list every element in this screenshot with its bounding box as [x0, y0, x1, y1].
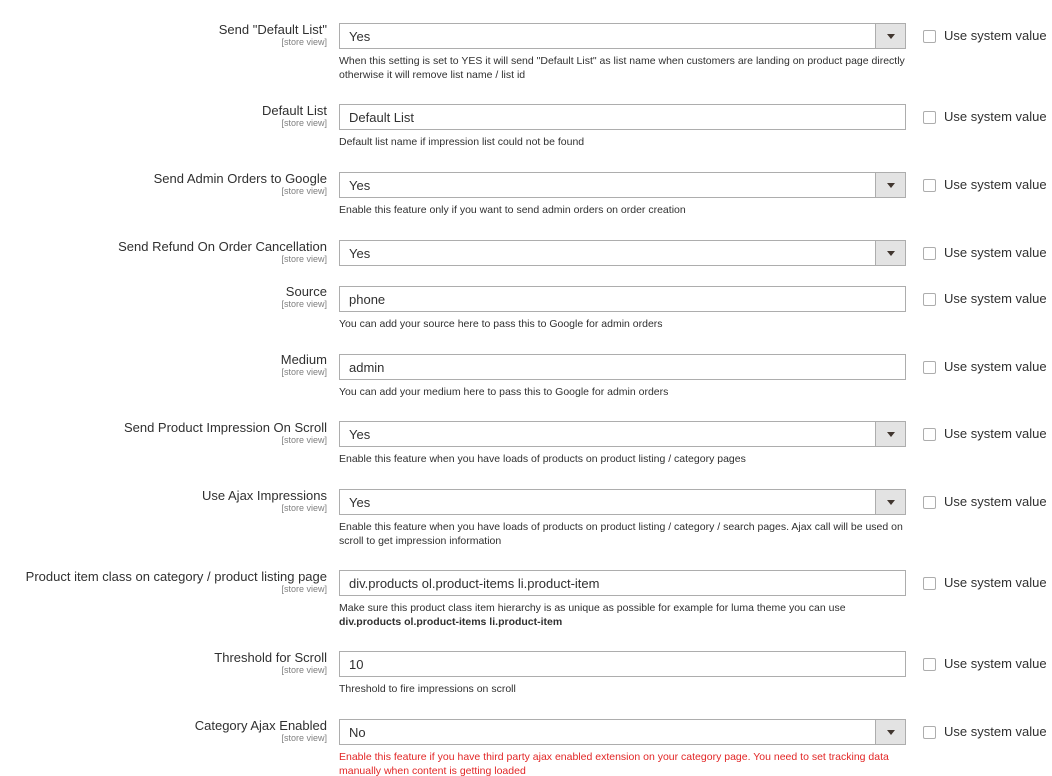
use-system-value-label: Use system value — [944, 494, 1047, 509]
field-label: Category Ajax Enabled — [194, 718, 327, 733]
send-admin-orders-select[interactable] — [339, 172, 906, 198]
use-system-value-checkbox[interactable] — [923, 496, 936, 509]
chevron-down-icon[interactable] — [875, 173, 905, 197]
field-label: Send Admin Orders to Google — [153, 171, 327, 186]
select-value: No — [349, 725, 366, 740]
select-value: Yes — [349, 427, 371, 442]
category-ajax-select[interactable] — [339, 719, 906, 745]
scope-label: [store view] — [281, 299, 327, 309]
scope-label: [store view] — [281, 186, 327, 196]
field-label: Send Product Impression On Scroll — [123, 420, 327, 435]
field-note: You can add your medium here to pass this to Google for admin orders — [339, 386, 669, 398]
field-note: Threshold to fire impressions on scroll — [339, 683, 516, 695]
impression-on-scroll-select[interactable] — [339, 421, 906, 447]
field-note-code: div.products ol.product-items li.product-item — [339, 616, 563, 628]
field-label-group — [0, 239, 327, 265]
scope-label: [store view] — [281, 665, 327, 675]
field-label: Product item class on category / product listing page — [25, 569, 327, 584]
chevron-down-icon[interactable] — [875, 720, 905, 744]
field-label-group — [0, 352, 327, 378]
use-system-value-label: Use system value — [944, 359, 1047, 374]
use-system-value-label: Use system value — [944, 109, 1047, 124]
use-system-value-label: Use system value — [944, 177, 1047, 192]
field-note: Default list name if impression list could not be found — [339, 136, 585, 148]
select-value: Yes — [349, 495, 371, 510]
field-note — [339, 601, 909, 629]
field-note: You can add your source here to pass this to Google for admin orders — [339, 318, 663, 330]
scope-label: [store view] — [281, 584, 327, 594]
input-value: div.products ol.product-items li.product-item — [349, 576, 600, 591]
input-value: Default List — [349, 110, 415, 125]
field-label-group — [0, 103, 327, 129]
field-note: Enable this feature when you have loads of products on product listing / category / search pages. Ajax call will be used on scroll to get impression information — [339, 521, 903, 547]
use-system-value-label: Use system value — [944, 575, 1047, 590]
input-value: 10 — [349, 657, 364, 672]
threshold-input[interactable] — [339, 651, 906, 677]
scope-label: [store view] — [281, 435, 327, 445]
field-label: Use Ajax Impressions — [202, 488, 327, 503]
use-system-value-checkbox[interactable] — [923, 361, 936, 374]
input-value: admin — [349, 360, 385, 375]
use-system-value-label: Use system value — [944, 426, 1047, 441]
field-label-group — [0, 488, 327, 514]
field-warning-note: Enable this feature if you have third party ajax enabled extension on your category page. You need to set tracking data manually when content is getting loaded — [339, 751, 889, 776]
use-system-value-checkbox[interactable] — [923, 111, 936, 124]
use-system-value-checkbox[interactable] — [923, 179, 936, 192]
scope-label: [store view] — [281, 367, 327, 377]
chevron-down-icon[interactable] — [875, 422, 905, 446]
field-label: Medium — [280, 352, 327, 367]
use-system-value-label: Use system value — [944, 724, 1047, 739]
scope-label: [store view] — [281, 733, 327, 743]
scope-label: [store view] — [281, 37, 327, 47]
field-note-text: Make sure this product class item hierarchy is as unique as possible for example for luma theme you can use — [339, 602, 846, 614]
field-label-group — [0, 718, 327, 744]
select-value: Yes — [349, 246, 371, 261]
default-list-input[interactable] — [339, 104, 906, 130]
use-system-value-checkbox[interactable] — [923, 726, 936, 739]
input-value: phone — [349, 292, 386, 307]
select-value: Yes — [349, 29, 371, 44]
use-system-value-label: Use system value — [944, 28, 1047, 43]
field-label: Default List — [261, 103, 327, 118]
field-label-group — [0, 171, 327, 197]
chevron-down-icon[interactable] — [875, 24, 905, 48]
source-input[interactable] — [339, 286, 906, 312]
field-label-group — [0, 650, 327, 676]
field-label-group — [0, 569, 327, 595]
send-refund-select[interactable] — [339, 240, 906, 266]
use-system-value-label: Use system value — [944, 291, 1047, 306]
field-note: Enable this feature when you have loads of products on product listing / category pages — [339, 453, 746, 465]
ajax-impressions-select[interactable] — [339, 489, 906, 515]
field-label-group — [0, 284, 327, 310]
use-system-value-checkbox[interactable] — [923, 293, 936, 306]
use-system-value-label: Use system value — [944, 245, 1047, 260]
use-system-value-checkbox[interactable] — [923, 247, 936, 260]
product-item-class-input[interactable] — [339, 570, 906, 596]
scope-label: [store view] — [281, 503, 327, 513]
select-value: Yes — [349, 178, 371, 193]
field-label: Source — [285, 284, 327, 299]
field-note: When this setting is set to YES it will send "Default List" as list name when customers are landing on product page directly otherwise it will remove list name / list id — [339, 55, 905, 81]
chevron-down-icon[interactable] — [875, 241, 905, 265]
medium-input[interactable] — [339, 354, 906, 380]
field-label-group — [0, 420, 327, 446]
field-label-group — [0, 22, 327, 48]
use-system-value-label: Use system value — [944, 656, 1047, 671]
field-label: Send "Default List" — [218, 22, 327, 37]
chevron-down-icon[interactable] — [875, 490, 905, 514]
use-system-value-checkbox[interactable] — [923, 30, 936, 43]
scope-label: [store view] — [281, 254, 327, 264]
send-default-list-select[interactable] — [339, 23, 906, 49]
scope-label: [store view] — [281, 118, 327, 128]
field-note: Enable this feature only if you want to send admin orders on order creation — [339, 204, 686, 216]
field-label: Send Refund On Order Cancellation — [118, 239, 327, 254]
use-system-value-checkbox[interactable] — [923, 658, 936, 671]
field-label: Threshold for Scroll — [214, 650, 327, 665]
use-system-value-checkbox[interactable] — [923, 577, 936, 590]
use-system-value-checkbox[interactable] — [923, 428, 936, 441]
